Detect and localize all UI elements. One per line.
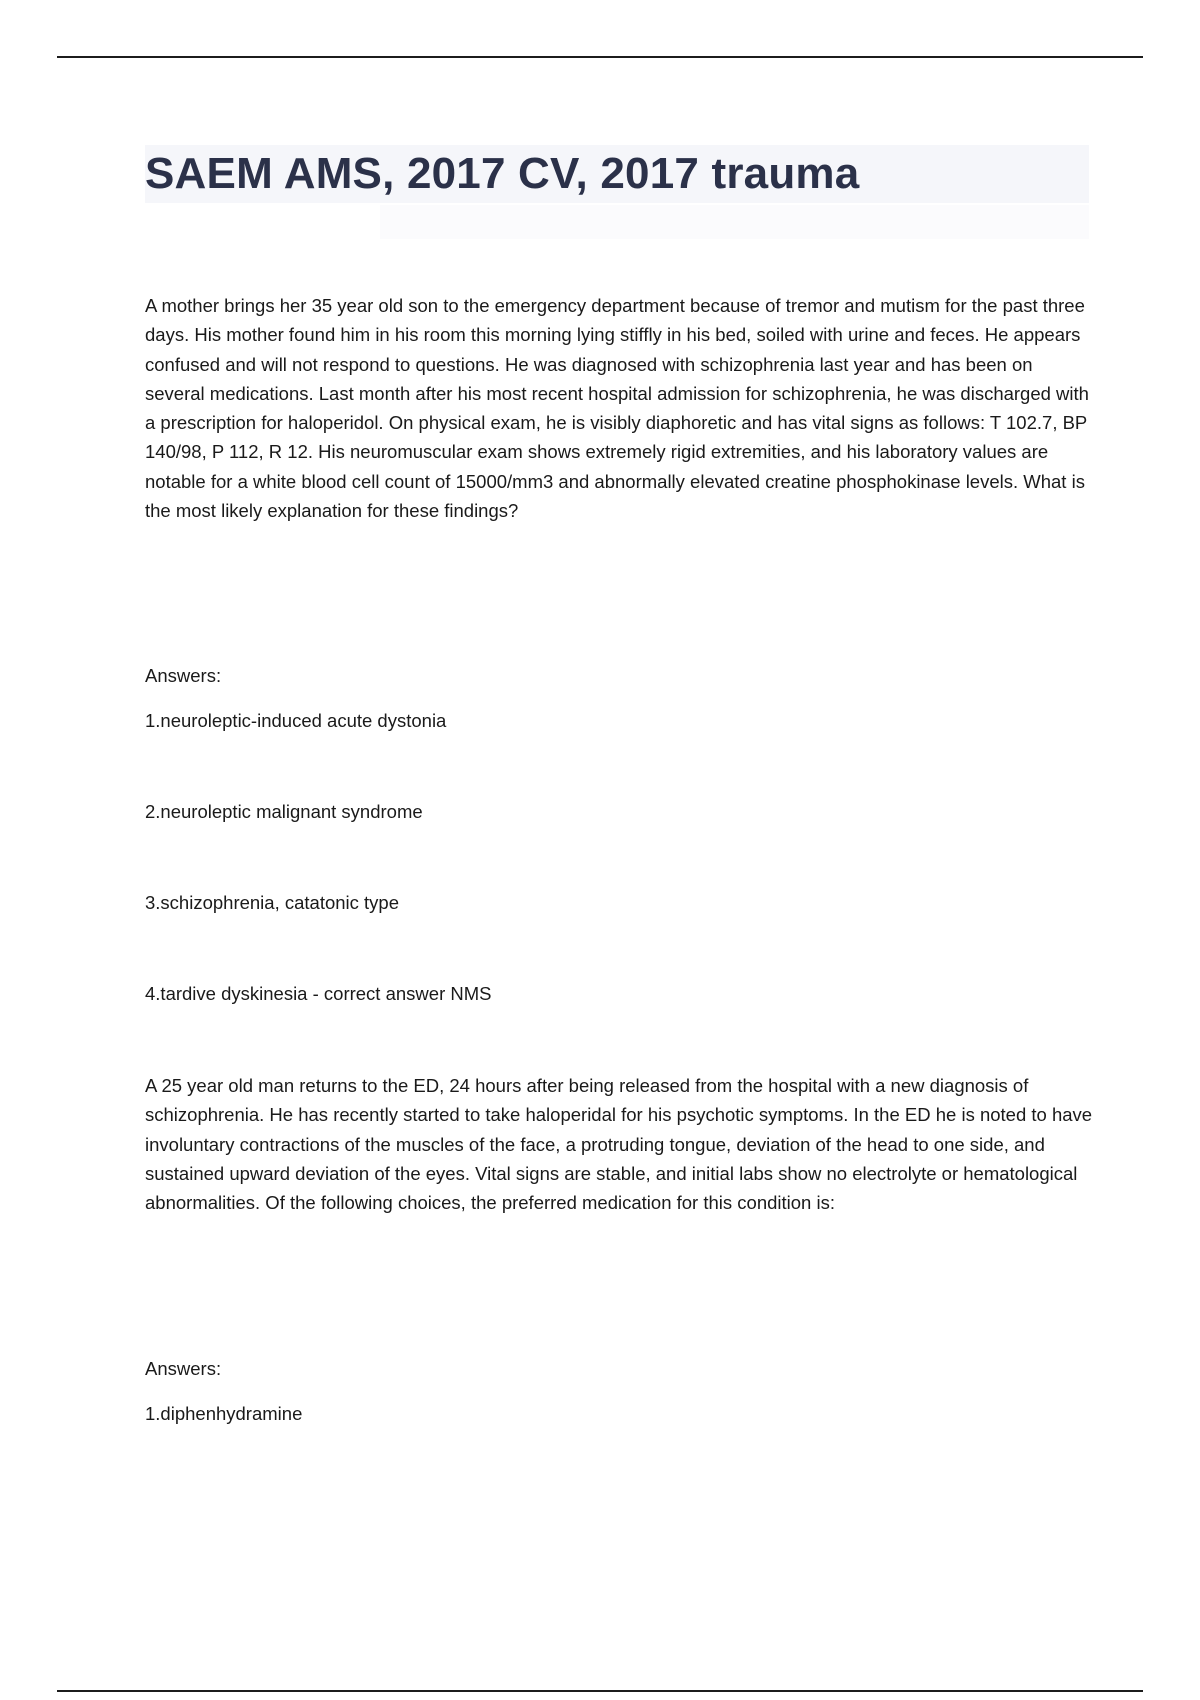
question-1-text: A mother brings her 35 year old son to the emergency department because of tremor and mutism for the past three days. His mother found him in his room this morning lying stiffly in his bed, soiled with urine and feces. He appears confused and will not respond to questions. He was diagnosed with schizophrenia last year and has been on several medications. Last month after his most recent hospital admission for schizophrenia, he was discharged with a prescription for haloperidol. On physical exam, he is visibly diaphoretic and has vital signs as follows: T 102.7, BP 140/98, P 112, R 12. His neuromuscular exam shows extremely rigid extremities, and his laboratory values are notable for a white blood cell count of 15000/mm3 and abnormally elevated creatine phosphokinase levels. What is the most likely explanation for these findings? (145, 295, 1089, 522)
question-1-answer-2: 2.neuroleptic malignant syndrome (145, 801, 423, 822)
question-1-answer-4: 4.tardive dyskinesia - correct answer NMS (145, 983, 492, 1004)
title-highlight-shadow (380, 205, 1089, 239)
question-2-answer-1: 1.diphenhydramine (145, 1403, 303, 1424)
top-divider (57, 56, 1143, 58)
question-2-text: A 25 year old man returns to the ED, 24 hours after being released from the hospital with a new diagnosis of schizophrenia. He has recently started to take haloperidal for his psychotic symptoms. In the ED he is noted to have involuntary contractions of the muscles of the face, a protruding tongue, deviation of the head to one side, and sustained upward deviation of the eyes. Vital signs are stable, and initial labs show no electrolyte or hematological abnormalities. Of the following choices, the preferred medication for this condition is: (145, 1075, 1093, 1214)
question-1-answers-label: Answers: (145, 665, 222, 686)
question-2-answers-label: Answers: (145, 1358, 222, 1379)
question-1-answer-1: 1.neuroleptic-induced acute dystonia (145, 710, 447, 731)
bottom-divider (57, 1690, 1143, 1692)
document-title: SAEM AMS, 2017 CV, 2017 trauma (145, 149, 860, 198)
question-1-answer-3: 3.schizophrenia, catatonic type (145, 892, 400, 913)
